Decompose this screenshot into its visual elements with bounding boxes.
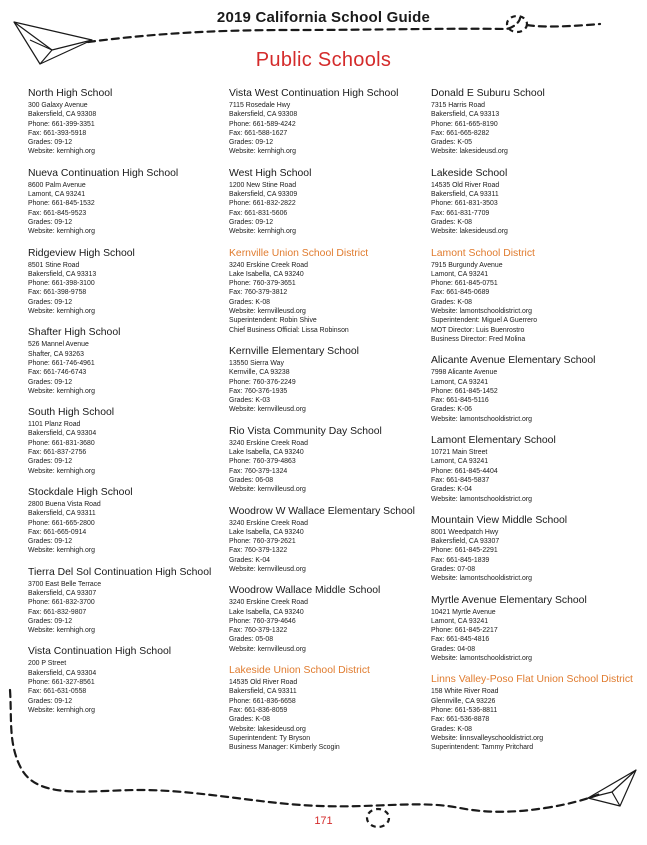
entry-detail-line: Fax: 661-746-6743 (28, 369, 87, 377)
school-name: Rio Vista Community Day School (229, 425, 382, 437)
school-name: Ridgeview High School (28, 247, 135, 259)
school-entry (28, 87, 230, 157)
district-name: Linns Valley-Poso Flat Union School District (431, 674, 633, 686)
school-entry (431, 354, 633, 424)
entry-detail-line: Fax: 661-845-9523 (28, 209, 87, 217)
entry-detail-line: Superintendent: Ty Bryson (229, 734, 311, 742)
school-name: Tierra Del Sol Continuation High School (28, 566, 212, 578)
school-entry (431, 514, 633, 584)
entry-detail-line: Bakersfield, CA 93311 (229, 688, 297, 696)
entry-detail-line: Fax: 661-845-4816 (431, 636, 490, 644)
entry-detail-line: Lake Isabella, CA 93240 (229, 528, 304, 536)
section-title: Public Schools (255, 49, 392, 71)
entry-detail-line: 7998 Alicante Avenue (431, 369, 498, 377)
entry-detail-line: Grades: 09-12 (28, 298, 73, 306)
entry-detail-line: Grades: 09-12 (28, 617, 73, 625)
entry-detail-line: Phone: 661-665-8190 (431, 120, 498, 128)
entry-detail-line: Phone: 760-379-3651 (229, 280, 296, 288)
entry-detail-line: Website: lamontschooldistrict.org (431, 308, 532, 316)
entry-detail-line: 158 White River Road (431, 688, 499, 696)
listing-column-2 (229, 87, 431, 762)
school-entry (28, 406, 230, 476)
district-name: Lakeside Union School District (229, 665, 370, 677)
entry-detail-line: Website: kernhigh.org (229, 228, 296, 236)
entry-detail-line: Grades: K-06 (431, 406, 472, 414)
entry-detail-line: 300 Galaxy Avenue (28, 102, 88, 109)
entry-detail-line: Fax: 661-831-7709 (431, 209, 490, 217)
listing-column-3 (431, 87, 633, 762)
school-name: Vista West Continuation High School (229, 88, 399, 99)
entry-detail-line: Lake Isabella, CA 93240 (229, 608, 304, 616)
entry-detail-line: Fax: 661-836-8059 (229, 706, 288, 714)
school-name: Shafter High School (28, 327, 121, 339)
entry-detail-line: Website: kernhigh.org (28, 387, 95, 395)
entry-detail-line: Grades: K-08 (229, 716, 270, 724)
entry-detail-line: Grades: K-08 (431, 725, 472, 733)
entry-detail-line: Grades: 07-08 (431, 565, 476, 573)
entry-detail-line: Fax: 661-398-9758 (28, 289, 87, 297)
school-entry (229, 584, 431, 654)
entry-detail-line: Shafter, CA 93263 (28, 350, 84, 358)
entry-detail-line: Lamont, CA 93241 (431, 378, 489, 386)
school-entry (431, 594, 633, 664)
school-entry (28, 247, 230, 317)
entry-detail-line: Bakersfield, CA 93313 (431, 111, 500, 119)
entry-detail-line: Phone: 661-845-1532 (28, 200, 95, 208)
entry-detail-line: Fax: 661-845-5837 (431, 476, 490, 484)
school-entry (229, 425, 431, 495)
entry-detail-line: 526 Mannel Avenue (28, 341, 89, 349)
district-name: Lamont School District (431, 247, 535, 259)
entry-detail-line: Bakersfield, CA 93309 (229, 191, 298, 199)
entry-detail-line: Website: kernvilleusd.org (229, 565, 306, 573)
entry-detail-line: Grades: 09-12 (28, 538, 73, 546)
entry-detail-line: Fax: 661-665-0914 (28, 528, 87, 536)
entry-detail-line: Superintendent: Miguel A Guerrero (431, 317, 538, 325)
school-entry (28, 167, 230, 237)
entry-detail-line: Fax: 661-837-2756 (28, 449, 87, 457)
school-name: Nueva Continuation High School (28, 167, 179, 179)
entry-detail-line: Grades: K-08 (431, 298, 472, 306)
entry-detail-line: Grades: 06-08 (229, 476, 274, 484)
entry-detail-line: Phone: 760-379-2621 (229, 538, 296, 546)
entry-detail-line: 1200 New Stine Road (229, 181, 297, 189)
entry-detail-line: 1101 Planz Road (28, 421, 81, 429)
entry-detail-line: Phone: 661-831-3503 (431, 200, 498, 208)
entry-detail-line: Website: kernhigh.org (28, 627, 95, 635)
entry-detail-line: 2800 Buena Vista Road (28, 500, 101, 508)
entry-detail-line: 8501 Stine Road (28, 261, 80, 269)
entry-detail-line: 7315 Harris Road (431, 102, 486, 109)
district-name: Kernville Union School District (229, 247, 369, 259)
entry-detail-line: Fax: 661-631-0558 (28, 688, 87, 696)
entry-detail-line: Phone: 661-845-0751 (431, 280, 498, 288)
entry-detail-line: 3700 East Belle Terrace (28, 580, 102, 588)
entry-detail-line: Website: kernhigh.org (28, 706, 95, 714)
school-name: West High School (229, 167, 312, 179)
entry-detail-line: Phone: 661-746-4961 (28, 359, 95, 367)
district-entry (229, 664, 431, 752)
page-number: 171 (314, 815, 333, 827)
district-entry (229, 247, 431, 335)
entry-detail-line: Website: lamontschooldistrict.org (431, 495, 532, 503)
school-entry (229, 87, 431, 157)
school-name: Myrtle Avenue Elementary School (431, 594, 587, 606)
entry-detail-line: Phone: 661-845-2291 (431, 547, 498, 555)
entry-detail-line: Business Director: Fred Molina (431, 335, 526, 343)
entry-detail-line: Website: kernvilleusd.org (229, 406, 306, 414)
entry-detail-line: Website: kernhigh.org (28, 547, 95, 555)
entry-detail-line: Fax: 661-832-9807 (28, 608, 87, 616)
entry-detail-line: Grades: 04-08 (431, 645, 476, 653)
entry-detail-line: Superintendent: Robin Shive (229, 317, 317, 325)
guide-title: 2019 California School Guide (216, 9, 431, 26)
entry-detail-line: 8001 Weedpatch Hwy (431, 528, 499, 536)
entry-detail-line: 3240 Erskine Creek Road (229, 519, 308, 527)
entry-detail-line: 8600 Palm Avenue (28, 181, 86, 189)
entry-detail-line: Bakersfield, CA 93304 (28, 669, 97, 677)
entry-detail-line: Lamont, CA 93241 (431, 617, 489, 625)
entry-detail-line: Bakersfield, CA 93308 (229, 111, 298, 119)
entry-detail-line: Phone: 760-376-2249 (229, 378, 296, 386)
entry-detail-line: MOT Director: Luis Buenrostro (431, 326, 525, 334)
entry-detail-line: Bakersfield, CA 93311 (431, 191, 499, 199)
entry-detail-line: Grades: 09-12 (229, 218, 274, 226)
entry-detail-line: Bakersfield, CA 93307 (28, 589, 97, 597)
entry-detail-line: Bakersfield, CA 93304 (28, 430, 97, 438)
entry-detail-line: Grades: K-04 (229, 556, 270, 564)
entry-detail-line: 7115 Rosedale Hwy (229, 102, 291, 109)
entry-detail-line: Website: lakesideusd.org (431, 228, 508, 236)
entry-detail-line: Phone: 760-379-4646 (229, 617, 296, 625)
entry-detail-line: Phone: 661-398-3100 (28, 280, 95, 288)
school-entry (28, 566, 230, 636)
school-entry (229, 345, 431, 415)
school-entry (431, 434, 633, 504)
school-entry (28, 645, 230, 715)
entry-detail-line: Phone: 661-831-3680 (28, 439, 95, 447)
entry-detail-line: Fax: 760-376-1935 (229, 387, 288, 395)
entry-detail-line: 10421 Myrtle Avenue (431, 608, 496, 616)
entry-detail-line: 14535 Old River Road (229, 679, 298, 687)
school-name: Donald E Suburu School (431, 88, 545, 99)
entry-detail-line: Phone: 661-327-8561 (28, 679, 95, 687)
entry-detail-line: Fax: 661-845-5116 (431, 397, 489, 405)
entry-detail-line: Lake Isabella, CA 93240 (229, 449, 304, 457)
entry-detail-line: Phone: 661-832-3700 (28, 599, 95, 607)
entry-detail-line: Lamont, CA 93241 (431, 458, 489, 466)
entry-detail-line: Grades: K-04 (431, 486, 472, 494)
school-entry (229, 505, 431, 575)
entry-detail-line: Website: linnsvalleyschooldistrict.org (431, 734, 544, 742)
district-entry (431, 673, 633, 752)
entry-detail-line: 3240 Erskine Creek Road (229, 261, 308, 269)
entry-detail-line: Fax: 661-588-1627 (229, 129, 288, 137)
entry-detail-line: Bakersfield, CA 93307 (431, 538, 500, 546)
entry-detail-line: Fax: 760-379-1322 (229, 547, 288, 555)
entry-detail-line: Grades: 09-12 (28, 378, 73, 386)
entry-detail-line: Grades: 05-08 (229, 636, 274, 644)
school-name: Mountain View Middle School (431, 514, 568, 526)
entry-detail-line: Grades: 09-12 (28, 139, 73, 147)
entry-detail-line: Fax: 661-845-1839 (431, 556, 490, 564)
entry-detail-line: Bakersfield, CA 93313 (28, 270, 97, 278)
entry-detail-line: Fax: 661-845-0689 (431, 289, 490, 297)
entry-detail-line: Fax: 661-831-5606 (229, 209, 288, 217)
school-name: North High School (28, 88, 113, 99)
entry-detail-line: Superintendent: Tammy Pritchard (431, 744, 534, 752)
entry-detail-line: 10721 Main Street (431, 449, 488, 457)
school-entry (28, 326, 230, 396)
listing-column-1 (28, 87, 230, 725)
entry-detail-line: Grades: K-03 (229, 397, 270, 405)
entry-detail-line: Fax: 760-379-1324 (229, 467, 288, 475)
entry-detail-line: Phone: 661-536-8811 (431, 706, 498, 714)
entry-detail-line: Fax: 661-393-5918 (28, 129, 87, 137)
paper-airplane-bottom-icon (588, 770, 636, 806)
entry-detail-line: Phone: 760-379-4863 (229, 458, 296, 466)
entry-detail-line: Phone: 661-399-3351 (28, 120, 95, 128)
entry-detail-line: Website: lakesideusd.org (229, 725, 306, 733)
school-name: South High School (28, 407, 115, 419)
entry-detail-line: Glennville, CA 93226 (431, 697, 496, 705)
entry-detail-line: Bakersfield, CA 93311 (28, 510, 96, 518)
entry-detail-line: Website: lakesideusd.org (431, 148, 508, 156)
entry-detail-line: Website: kernhigh.org (28, 467, 95, 475)
district-entry (431, 247, 633, 345)
entry-detail-line: Grades: K-08 (229, 298, 270, 306)
entry-detail-line: Fax: 661-536-8878 (431, 716, 490, 724)
entry-detail-line: 200 P Street (28, 660, 67, 668)
school-name: Stockdale High School (28, 486, 133, 498)
school-entry (229, 167, 431, 237)
entry-detail-line: Lake Isabella, CA 93240 (229, 270, 304, 278)
entry-detail-line: Website: lamontschooldistrict.org (431, 575, 532, 583)
entry-detail-line: Website: lamontschooldistrict.org (431, 655, 532, 663)
entry-detail-line: Website: kernhigh.org (28, 308, 95, 316)
school-entry (431, 87, 633, 157)
entry-detail-line: Grades: K-05 (431, 139, 472, 147)
entry-detail-line: Kernville, CA 93238 (229, 369, 290, 377)
entry-detail-line: 3240 Erskine Creek Road (229, 439, 308, 447)
entry-detail-line: 14535 Old River Road (431, 181, 500, 189)
entry-detail-line: Business Manager: Kimberly Scogin (229, 744, 340, 752)
entry-detail-line: Website: lamontschooldistrict.org (431, 415, 532, 423)
entry-detail-line: Fax: 760-379-3812 (229, 289, 288, 297)
entry-detail-line: Grades: 09-12 (28, 697, 73, 705)
school-entry (28, 486, 230, 556)
entry-detail-line: Fax: 760-379-1322 (229, 627, 288, 635)
entry-detail-line: Grades: K-08 (431, 218, 472, 226)
school-name: Alicante Avenue Elementary School (431, 355, 596, 367)
entry-detail-line: 13550 Sierra Way (229, 359, 284, 367)
school-name: Woodrow W Wallace Elementary School (229, 505, 415, 517)
entry-detail-line: Chief Business Official: Lissa Robinson (229, 326, 349, 334)
entry-detail-line: Fax: 661-665-8282 (431, 129, 490, 137)
entry-detail-line: Grades: 09-12 (229, 139, 274, 147)
entry-detail-line: Grades: 09-12 (28, 218, 73, 226)
school-name: Woodrow Wallace Middle School (229, 585, 381, 597)
school-name: Kernville Elementary School (229, 345, 359, 357)
entry-detail-line: Grades: 09-12 (28, 458, 73, 466)
entry-detail-line: Website: kernvilleusd.org (229, 486, 306, 494)
entry-detail-line: Bakersfield, CA 93308 (28, 111, 97, 119)
entry-detail-line: Website: kernhigh.org (28, 228, 95, 236)
entry-detail-line: 3240 Erskine Creek Road (229, 599, 308, 607)
entry-detail-line: 7915 Burgundy Avenue (431, 261, 503, 269)
entry-detail-line: Website: kernhigh.org (28, 148, 95, 156)
entry-detail-line: Website: kernvilleusd.org (229, 645, 306, 653)
entry-detail-line: Phone: 661-845-4404 (431, 467, 498, 475)
entry-detail-line: Website: kernvilleusd.org (229, 308, 306, 316)
entry-detail-line: Phone: 661-665-2800 (28, 519, 95, 527)
school-name: Lakeside School (431, 167, 508, 179)
entry-detail-line: Phone: 661-832-2822 (229, 200, 296, 208)
school-entry (431, 167, 633, 237)
entry-detail-line: Lamont, CA 93241 (28, 191, 86, 199)
entry-detail-line: Phone: 661-836-6658 (229, 697, 296, 705)
school-name: Vista Continuation High School (28, 646, 172, 658)
school-name: Lamont Elementary School (431, 435, 556, 447)
entry-detail-line: Phone: 661-845-1452 (431, 387, 498, 395)
entry-detail-line: Lamont, CA 93241 (431, 270, 489, 278)
entry-detail-line: Phone: 661-845-2217 (431, 627, 498, 635)
entry-detail-line: Phone: 661-589-4242 (229, 120, 296, 128)
entry-detail-line: Website: kernhigh.org (229, 148, 296, 156)
